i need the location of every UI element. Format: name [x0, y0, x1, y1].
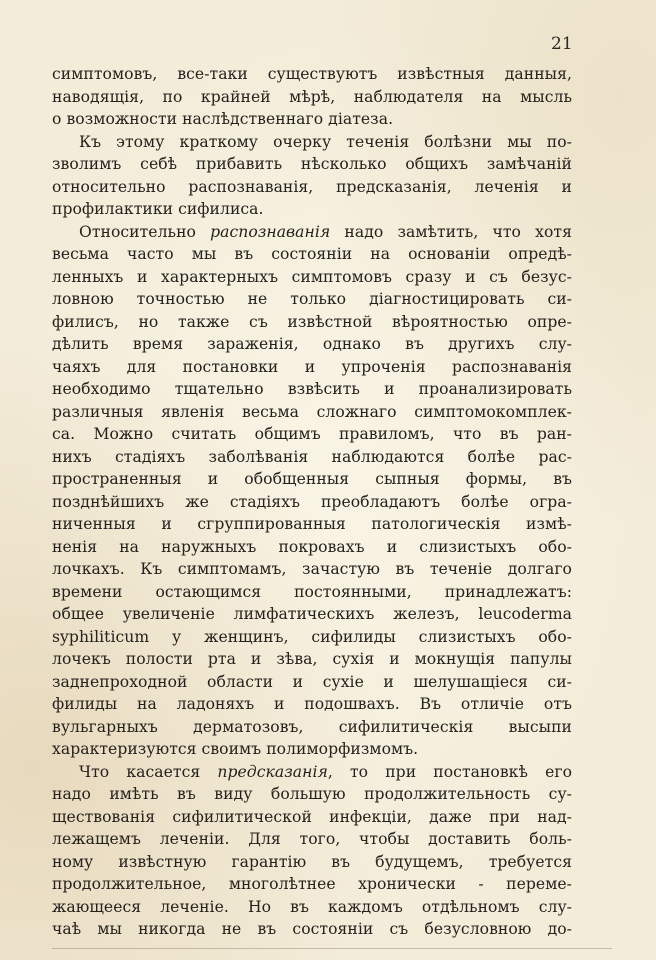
- text-line: вульгарныхъ дерматозовъ, сифилитическія высыпи: [52, 717, 572, 736]
- text-line: наводящія, по крайней мѣрѣ, наблюдателя на мысль: [52, 87, 572, 106]
- page-number: 21: [551, 34, 573, 54]
- text-line: нихъ стадіяхъ заболѣванія наблюдаются болѣе рас-: [52, 447, 572, 466]
- emphasized-term: распознаванія: [210, 222, 331, 241]
- text-line: ниченныя и сгруппированныя патологическія измѣ-: [52, 515, 572, 533]
- text-line: пространенныя и обобщенныя сыпныя формы, въ: [52, 470, 572, 488]
- text-line: характеризуются своимъ полиморфизмомъ.: [52, 740, 419, 758]
- text-line: ному извѣстную гарантію въ будущемъ, требуется: [52, 852, 572, 871]
- text-line: лочкахъ. Къ симптомамъ, зачастую въ теченіе долгаго: [52, 560, 572, 578]
- text-line: позднѣйшихъ же стадіяхъ преобладаютъ болѣе огра-: [52, 492, 572, 511]
- text-line: заднепроходной области и сухіе и шелушащіеся си-: [52, 672, 572, 691]
- text-line: времени остающимся постоянными, принадлежатъ:: [52, 582, 572, 601]
- text-line: лежащемъ леченіи. Для того, чтобы доставить боль-: [52, 830, 572, 848]
- text-line: ненія на наружныхъ покровахъ и слизистыхъ обо-: [52, 537, 572, 556]
- page-bottom-edge: [52, 948, 612, 949]
- text-line: дѣлить время зараженія, однако въ другихъ слу-: [52, 335, 572, 353]
- text-segment: надо замѣтить, что хотя: [344, 222, 572, 241]
- text-line: общее увеличеніе лимфатическихъ железъ, leucoderma: [52, 605, 572, 623]
- text-line: филисъ, но также съ извѣстной вѣроятностью опре-: [52, 312, 572, 331]
- text-line: о возможности наслѣдственнаго діатеза.: [52, 110, 394, 128]
- body-text: [52, 63, 572, 941]
- text-line: необходимо тщательно взвѣсить и проанализировать: [52, 380, 572, 398]
- text-line: профилактики сифилиса.: [52, 200, 264, 218]
- text-segment: , то при постановкѣ его: [327, 762, 573, 781]
- emphasized-term: предсказанія: [217, 762, 328, 781]
- text-segment: Относительно: [79, 222, 196, 241]
- text-line: [52, 221, 572, 244]
- text-line: [52, 761, 572, 784]
- text-line: ленныхъ и характерныхъ симптомовъ сразу и съ безус-: [52, 267, 572, 286]
- text-line: ществованія сифилитической инфекціи, даже при над-: [52, 807, 572, 826]
- text-line: Къ этому краткому очерку теченія болѣзни мы по-: [79, 132, 572, 151]
- text-line: относительно распознаванія, предсказанія, леченія и: [52, 177, 572, 196]
- text-line: ловною точностью не только діагностицировать си-: [52, 290, 572, 308]
- text-line: симптомовъ, все-таки существуютъ извѣстныя данныя,: [52, 65, 572, 83]
- text-line: филиды на ладоняхъ и подошвахъ. Въ отличіе отъ: [52, 695, 572, 713]
- text-line: продолжительное, многолѣтнее хронически - переме-: [52, 875, 572, 893]
- text-line: са. Можно считать общимъ правиломъ, что въ ран-: [52, 425, 572, 443]
- text-line: надо имѣть въ виду большую продолжительность су-: [52, 785, 572, 803]
- text-line: чаѣ мы никогда не въ состояніи съ безусловною до-: [52, 920, 572, 938]
- text-line: зволимъ себѣ прибавить нѣсколько общихъ замѣчаній: [52, 155, 572, 173]
- text-line: различныя явленія весьма сложнаго симптомокомплек-: [52, 402, 572, 421]
- text-line: syphiliticum у женщинъ, сифилиды слизистыхъ обо-: [52, 627, 572, 646]
- text-segment: Что касается: [79, 762, 201, 781]
- text-line: весьма часто мы въ состояніи на основаніи опредѣ-: [52, 245, 572, 263]
- text-line: чаяхъ для постановки и упроченія распознаванія: [52, 357, 572, 376]
- text-line: лочекъ полости рта и зѣва, сухія и мокнущія папулы: [52, 650, 572, 668]
- text-line: жающееся леченіе. Но въ каждомъ отдѣльномъ слу-: [52, 897, 572, 916]
